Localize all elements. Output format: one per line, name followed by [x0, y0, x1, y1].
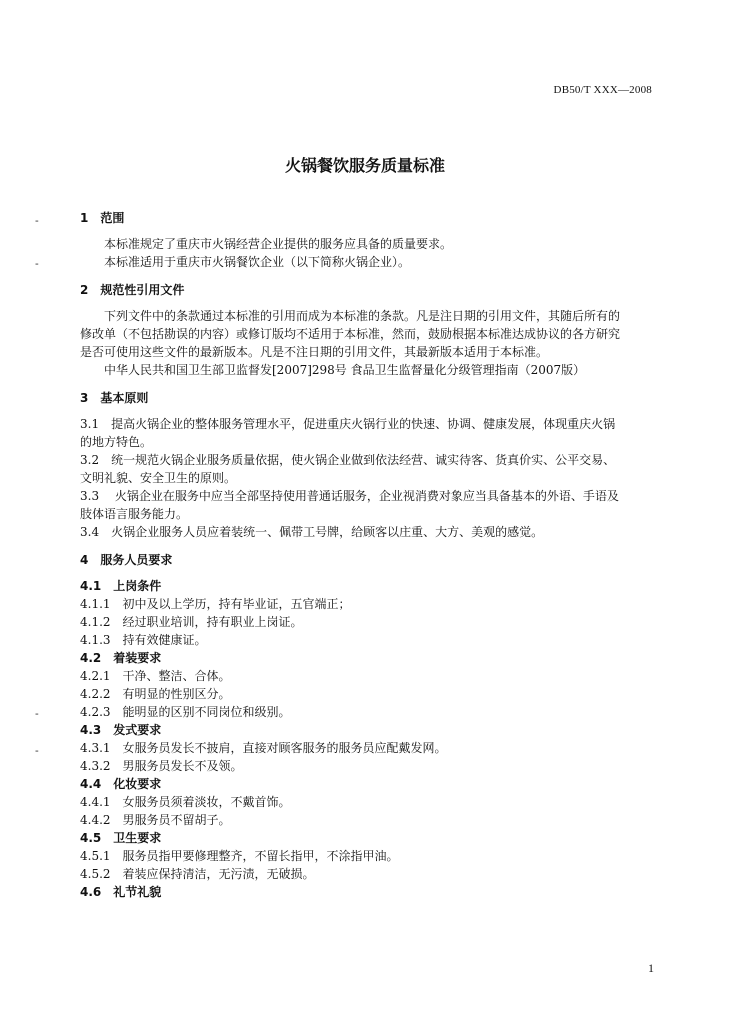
subsection-heading: 4.6 礼节礼貌 [80, 885, 162, 899]
paragraph-continued: 是否可使用这些文件的最新版本。凡是不注日期的引用文件，其最新版本适用于本标准。 [80, 345, 549, 359]
subsection-heading: 4.5 卫生要求 [80, 831, 162, 845]
subsection-heading: 4.1 上岗条件 [80, 579, 162, 593]
clause: 4.2.3 能明显的区别不同岗位和级别。 [80, 705, 291, 719]
clause: 3.2 统一规范火锅企业服务质量依据，使火锅企业做到依法经营、诚实待客、货真价实、公平交易、 [80, 453, 616, 467]
paragraph: 本标准规定了重庆市火锅经营企业提供的服务应具备的质量要求。 [104, 237, 453, 251]
clause: 4.1.2 经过职业培训，持有职业上岗证。 [80, 615, 303, 629]
clause: 4.2.2 有明显的性别区分。 [80, 687, 231, 701]
clause: 4.3.2 男服务员发长不及领。 [80, 759, 243, 773]
subsection-heading: 4.2 着装要求 [80, 651, 162, 665]
paragraph-continued: 修改单（不包括勘误的内容）或修订版均不适用于本标准，然而，鼓励根据本标准达成协议的各方研究 [80, 327, 621, 341]
clause: 4.4.1 女服务员须着淡妆，不戴首饰。 [80, 795, 291, 809]
paragraph: 本标准适用于重庆市火锅餐饮企业（以下简称火锅企业）。 [104, 255, 411, 269]
clause: 4.5.2 着装应保持清洁，无污渍，无破损。 [80, 867, 315, 881]
reference-item: 中华人民共和国卫生部卫监督发[2007]298号 食品卫生监督量化分级管理指南（2007版） [104, 363, 586, 377]
subsection-heading: 4.4 化妆要求 [80, 777, 162, 791]
clause: 4.2.1 干净、整洁、合体。 [80, 669, 231, 683]
clause-continued: 文明礼貌、安全卫生的原则。 [80, 471, 237, 485]
margin-mark: - [35, 707, 39, 720]
margin-mark: - [35, 257, 39, 270]
clause: 3.4 火锅企业服务人员应着装统一、佩带工号牌，给顾客以庄重、大方、美观的感觉。 [80, 525, 544, 539]
document-title: 火锅餐饮服务质量标准 [284, 156, 445, 175]
subsection-heading: 4.3 发式要求 [80, 723, 162, 737]
clause: 4.5.1 服务员指甲要修理整齐，不留长指甲，不涂指甲油。 [80, 849, 399, 863]
clause: 4.1.3 持有效健康证。 [80, 633, 207, 647]
clause-continued: 的地方特色。 [80, 435, 153, 449]
clause: 4.1.1 初中及以上学历，持有毕业证，五官端正； [80, 597, 351, 611]
section-heading: 4 服务人员要求 [80, 553, 173, 567]
section-heading: 3 基本原则 [80, 391, 149, 405]
document-body [80, 209, 660, 901]
clause: 4.3.1 女服务员发长不披肩，直接对顾客服务的服务员应配戴发网。 [80, 741, 447, 755]
margin-mark: - [35, 744, 39, 757]
page-number: 1 [648, 961, 654, 975]
section-heading: 1 范围 [80, 211, 125, 225]
clause: 4.4.2 男服务员不留胡子。 [80, 813, 231, 827]
clause: 3.3 火锅企业在服务中应当全部坚持使用普通话服务，企业视消费对象应当具备基本的外语、手语及 [80, 489, 619, 503]
document-code: DB50/T XXX—2008 [553, 84, 652, 96]
clause: 3.1 提高火锅企业的整体服务管理水平，促进重庆火锅行业的快速、协调、健康发展，体现重庆火锅 [80, 417, 616, 431]
paragraph: 下列文件中的条款通过本标准的引用而成为本标准的条款。凡是注日期的引用文件，其随后所有的 [104, 309, 621, 323]
clause-continued: 肢体语言服务能力。 [80, 507, 189, 521]
margin-mark: - [35, 214, 39, 227]
section-heading: 2 规范性引用文件 [80, 283, 185, 297]
